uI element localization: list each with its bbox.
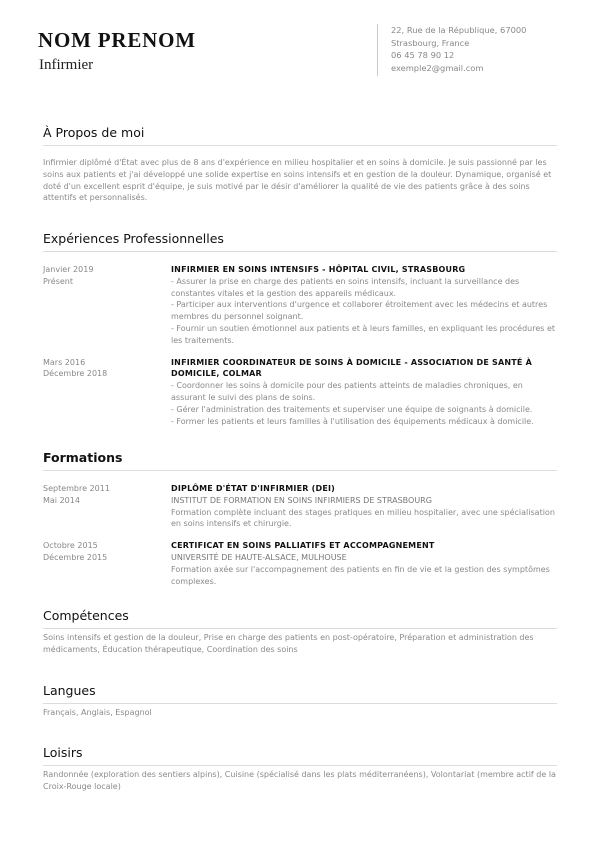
experience-bullet: - Coordonner les soins à domicile pour des patients atteints de maladies chroniques, en assurant le suivi des plans de soins. xyxy=(171,381,523,402)
skills-section xyxy=(43,608,557,656)
education-dates xyxy=(43,483,171,530)
job-title: Infirmier xyxy=(39,57,94,73)
experience-bullet: - Former les patients et leurs familles à l'utilisation des équipements médicaux à domicile. xyxy=(171,416,534,426)
experience-title: Expériences Professionnelles xyxy=(43,231,557,252)
degree-title: CERTIFICAT EN SOINS PALLIATIFS ET ACCOMPAGNEMENT xyxy=(171,541,435,551)
hobbies-title: Loisirs xyxy=(43,745,557,766)
school-name: UNIVERSITÉ DE HAUTE-ALSACE, MULHOUSE xyxy=(171,552,347,562)
experience-dates xyxy=(43,264,171,347)
education-entry xyxy=(43,540,557,587)
education-start: Octobre 2015 xyxy=(43,541,98,551)
education-section xyxy=(43,450,557,587)
degree-title: DIPLÔME D'ÉTAT D'INFIRMIER (DEI) xyxy=(171,484,336,493)
education-end: Décembre 2015 xyxy=(43,552,108,562)
experience-bullet: - Participer aux interventions d'urgence et collaborer étroitement avec les médecins et autres membres du personnel soignant. xyxy=(171,300,548,322)
about-title: À Propos de moi xyxy=(43,125,557,146)
education-end: Mai 2014 xyxy=(43,495,80,505)
languages-text: Français, Anglais, Espagnol xyxy=(43,708,152,717)
candidate-name: NOM PRENOM xyxy=(38,28,196,52)
contact-address-line-2: Strasbourg, France xyxy=(391,37,470,48)
experience-title-text: INFIRMIER EN SOINS INTENSIFS - HÔPITAL CIVIL, STRASBOURG xyxy=(171,265,466,274)
contact-block xyxy=(377,24,526,76)
languages-section xyxy=(43,683,557,719)
education-entry xyxy=(43,483,557,530)
skills-text: Soins intensifs et gestion de la douleur, Prise en charge des patients en post-opératoire, Préparation et administration des médicaments, Éducation thérapeutique, Coordination des soins xyxy=(43,633,534,654)
experience-body xyxy=(171,264,557,347)
contact-address-line-1: 22, Rue de la République, 67000 xyxy=(391,25,527,35)
experience-end: Décembre 2018 xyxy=(43,369,108,379)
experience-dates xyxy=(43,357,171,428)
experience-end: Présent xyxy=(43,276,74,286)
education-body xyxy=(171,540,557,587)
experience-bullet: - Assurer la prise en charge des patients en soins intensifs, incluant la surveillance des constantes vitales et la gestion des appareils médicaux. xyxy=(171,276,520,298)
contact-email: exemple2@gmail.com xyxy=(391,62,484,73)
education-dates xyxy=(43,540,171,587)
experience-entry xyxy=(43,264,557,347)
experience-body xyxy=(171,357,557,428)
experience-bullet: - Fournir un soutien émotionnel aux patients et à leurs familles, en expliquant les procédures et les traitements. xyxy=(171,323,556,345)
languages-title: Langues xyxy=(43,683,557,704)
hobbies-section xyxy=(43,745,557,793)
school-name: INSTITUT DE FORMATION EN SOINS INFIRMIERS DE STRASBOURG xyxy=(171,495,432,505)
education-description: Formation complète incluant des stages pratiques en milieu hospitalier, avec une spécialisation en soins intensifs et chirurgie. xyxy=(171,507,555,529)
education-description: Formation axée sur l'accompagnement des patients en fin de vie et la gestion des symptômes complexes. xyxy=(171,564,550,586)
contact-phone: 06 45 78 90 12 xyxy=(391,50,455,60)
experience-start: Janvier 2019 xyxy=(43,265,94,274)
about-section xyxy=(43,125,557,204)
skills-title: Compétences xyxy=(43,608,557,629)
education-body xyxy=(171,483,557,530)
experience-start: Mars 2016 xyxy=(43,357,86,367)
hobbies-text: Randonnée (exploration des sentiers alpins), Cuisine (spécialisé dans les plats méditerranéens), Volontariat (membre actif de la Croix-Rouge locale) xyxy=(43,770,556,791)
about-text: Infirmier diplômé d'État avec plus de 8 ans d'expérience en milieu hospitalier et en soins à domicile. Je suis passionné par les soins aux patients et j'ai développé une solide expertise en soins intensifs et en gestion de la douleur. Dynamique, organisé et doté d'un excellent esprit d'équipe, je suis motivé par le désir d'améliorer la qualité de vie des patients grâce à des soins attentifs et personnalisés. xyxy=(43,158,552,203)
experience-bullet: - Gérer l'administration des traitements et superviser une équipe de soignants à domicile. xyxy=(171,404,533,414)
experience-section xyxy=(43,231,557,427)
education-start: Septembre 2011 xyxy=(43,484,110,493)
experience-entry xyxy=(43,357,557,428)
experience-title-text: INFIRMIER COORDINATEUR DE SOINS À DOMICILE - ASSOCIATION DE SANTÉ À DOMICILE, COLMAR xyxy=(171,357,532,379)
education-title: Formations xyxy=(43,450,557,471)
